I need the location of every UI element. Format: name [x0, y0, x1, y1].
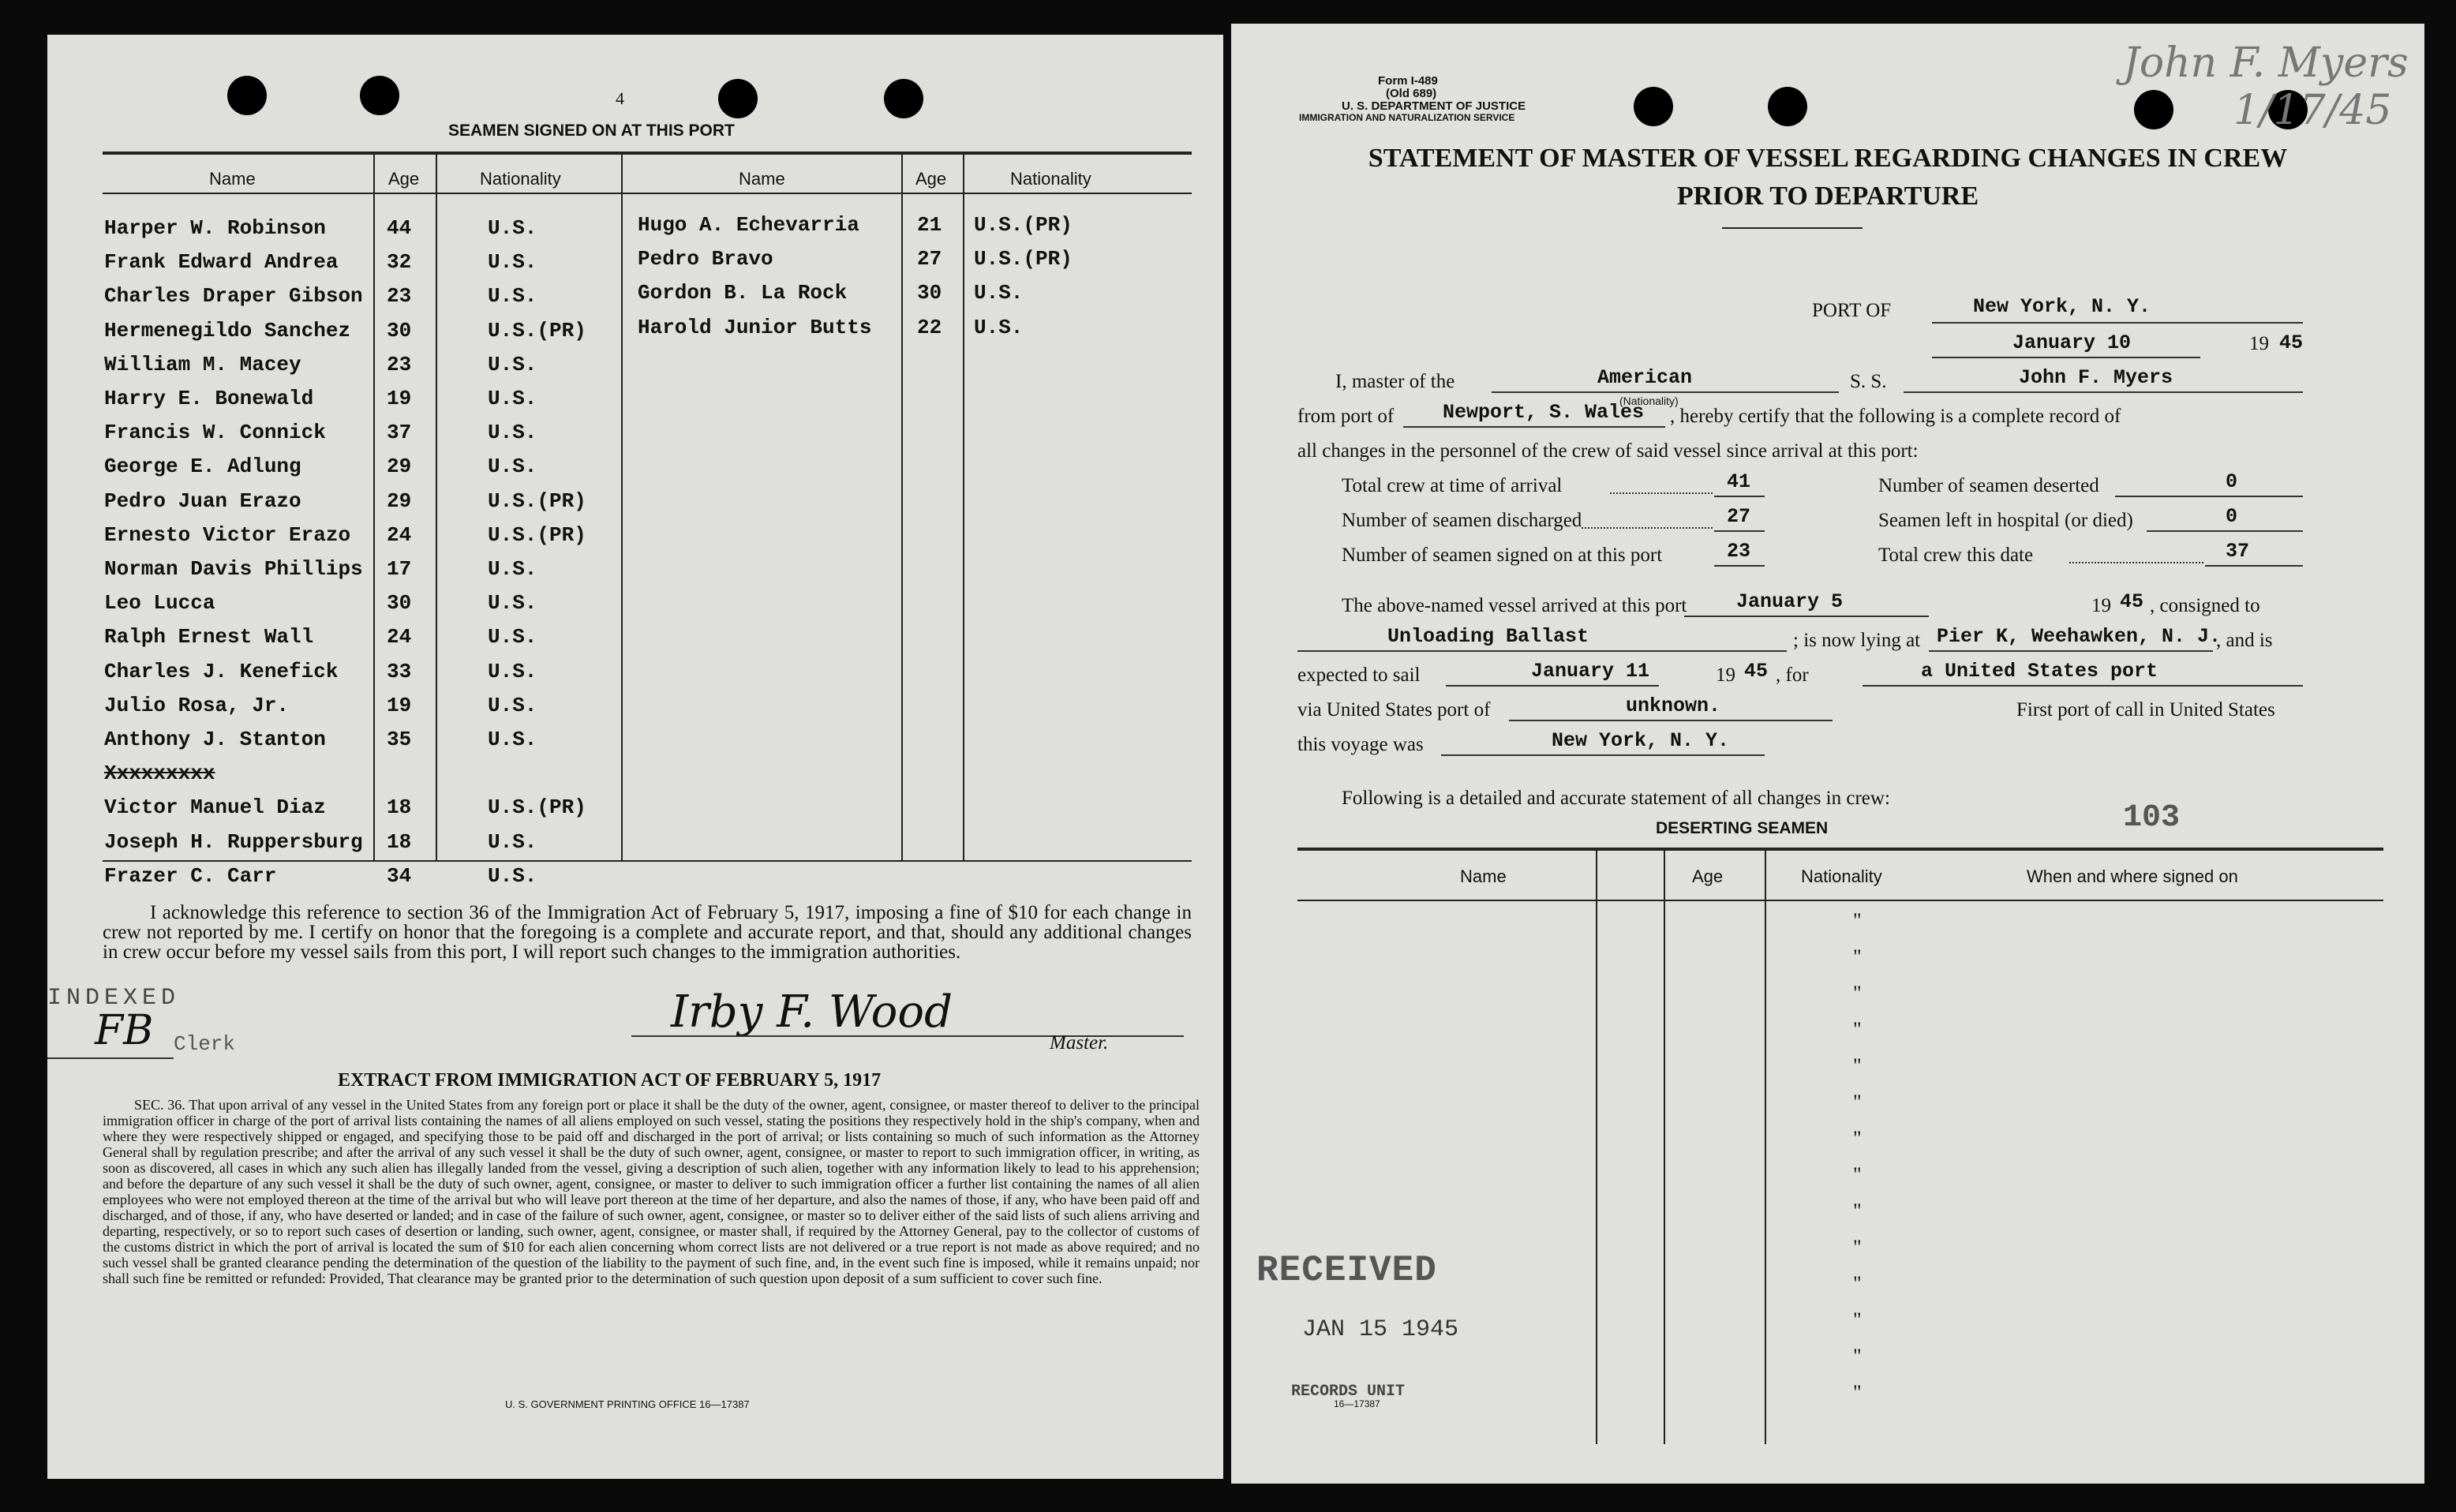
ditto-mark: " [1853, 1091, 1862, 1113]
seaman-name: Norman Davis Phillips [104, 557, 363, 581]
via-value: unknown. [1626, 694, 1721, 717]
seaman-age: 18 [387, 829, 412, 854]
seaman-name: Ernesto Victor Erazo [104, 522, 351, 547]
seaman-nationality: U.S.(PR) [488, 318, 586, 342]
discharged-value: 27 [1727, 505, 1751, 528]
seaman-age: 18 [387, 795, 412, 820]
punch-hole [227, 76, 267, 115]
column-header-name: Name [209, 169, 256, 189]
total-crew-value: 41 [1727, 470, 1751, 493]
total-crew-label: Total crew at time of arrival [1342, 475, 1563, 496]
seaman-age: 34 [387, 863, 412, 888]
clerk-label: Clerk [174, 1032, 236, 1056]
ditto-mark: " [1853, 1127, 1862, 1150]
form-title: STATEMENT OF MASTER OF VESSEL REGARDING CHANGES IN CREW [1368, 144, 2288, 173]
master-label: Master. [1050, 1032, 1109, 1054]
arrived-year: 45 [2120, 590, 2144, 613]
seaman-age: 29 [387, 455, 412, 479]
consignee-value: Unloading Ballast [1387, 625, 1589, 648]
seaman-nationality: U.S. [488, 693, 537, 717]
ditto-mark: " [1853, 1272, 1862, 1295]
printer-line: U. S. GOVERNMENT PRINTING OFFICE 16—17387 [505, 1398, 750, 1410]
seaman-name: Joseph H. Ruppersburg [104, 829, 363, 854]
ditto-mark: " [1853, 1381, 1862, 1404]
column-header-name: Name [739, 169, 785, 189]
stamp-number: 103 [2123, 800, 2181, 836]
year-value: 45 [2279, 331, 2304, 354]
seaman-name: Pedro Juan Erazo [104, 488, 301, 513]
expected-label: expected to sail [1297, 664, 1421, 686]
form-subtitle: PRIOR TO DEPARTURE [1676, 182, 1979, 211]
hospital-label: Seamen left in hospital (or died) [1878, 510, 2133, 531]
master-of-label: I, master of the [1335, 371, 1455, 392]
seaman-age: 32 [387, 250, 412, 275]
port-label: PORT OF [1812, 300, 1892, 321]
seaman-name: Charles J. Kenefick [104, 659, 339, 683]
seaman-name: Pedro Bravo [638, 247, 773, 271]
discharged-label: Number of seamen discharged [1342, 510, 1582, 531]
date-value: January 10 [2012, 331, 2132, 354]
expected-value: January 11 [1531, 660, 1650, 683]
seaman-age: 27 [917, 247, 942, 271]
from-port-label: from port of [1297, 406, 1395, 427]
seaman-age: 30 [387, 318, 412, 342]
seaman-name: Leo Lucca [104, 591, 215, 616]
extract-text: SEC. 36. That upon arrival of any vessel in the United States from any foreign port or place it shall be the duty of the owner, agent, consignee, or master thereof to deliver to the principal immigration officer in charge of the port of arrival lists containing the names of all aliens employed on such vessel, stating the positions they respectively hold in the ship's company, when and where they were respectively shipped or engaged, and specifying those to be paid off and discharged in the port of arrival; or lists containing so much of such information as the Attorney General shall by regulation prescribe; and after the arrival of any such vessel it shall be the duty of such owner, agent, consignee, or master to report to such immigration officer, in writing, as soon as discovered, all cases in which any such alien has illegally landed from the vessel, giving a description of such alien, together with any information likely to lead to his apprehension; and before the departure of any such vessel it shall be the duty of such owner, agent, consignee, or master to deliver to such immigration officer a further list containing the names of all alien employees who were not employed thereon at the time of the arrival but who will leave port thereon at the time of her departure, and also the names of those, if any, who have been paid off and discharged, and of those, if any, who have deserted or landed; and in case of the failure of such owner, agent, consignee, or master so to deliver either of the said lists of such aliens arriving and departing, respectively, or so to report such cases of desertion or landing, such owner, agent, consignee, or master shall, if required by the Attorney General, pay to the collector of customs of the customs district in which the port of arrival is located the sum of $10 for each alien concerning whom correct lists are not delivered or a true report is not made as above required; and no such vessel shall be granted clearance pending the determination of the question of the liability to the payment of such fine, and, in the event such fine is imposed, while it remains unpaid; nor shall such fine be remitted or refunded: Provided, That clearance may be granted prior to the determination of such question upon deposit of a sum sufficient to cover such fine. [103, 1097, 1200, 1286]
form-number: Form I-489 [1378, 74, 1438, 88]
seaman-name: Harper W. Robinson [104, 216, 326, 240]
for-value: a United States port [1921, 660, 2158, 683]
expected-year: 45 [1744, 660, 1769, 683]
seaman-name: Julio Rosa, Jr. [104, 693, 290, 717]
left-page [47, 35, 1223, 1479]
ditto-mark: " [1853, 1199, 1862, 1222]
seaman-name: Frank Edward Andrea [104, 250, 339, 275]
changes-text: all changes in the personnel of the crew of said vessel since arrival at this port: [1297, 440, 1919, 462]
seaman-age: 22 [917, 315, 942, 339]
seaman-nationality: U.S. [488, 829, 537, 854]
seaman-age: 24 [387, 522, 412, 547]
punch-hole [1768, 87, 1807, 126]
deserting-heading: DESERTING SEAMEN [1656, 819, 1829, 837]
column-header-name: Name [1460, 866, 1507, 886]
received-date: JAN 15 1945 [1302, 1316, 1459, 1343]
ditto-mark: " [1853, 1054, 1862, 1077]
this-voyage-value: New York, N. Y. [1552, 729, 1730, 752]
corner-date: 1/17/45 [2233, 87, 2392, 134]
seaman-nationality: U.S. [488, 625, 537, 649]
seaman-name: William M. Macey [104, 352, 301, 376]
year-prefix: 19 [2249, 333, 2269, 354]
seaman-nationality: U.S. [488, 659, 537, 683]
punch-hole [884, 79, 923, 118]
old-form-number: (Old 689) [1386, 87, 1437, 100]
signed-on-value: 23 [1727, 540, 1751, 563]
seaman-nationality: U.S. [488, 250, 537, 275]
ditto-mark: " [1853, 945, 1862, 968]
punch-hole [718, 79, 758, 118]
seaman-age: 30 [917, 281, 942, 305]
records-unit-stamp: RECORDS UNIT [1291, 1383, 1406, 1401]
seaman-nationality: U.S. [974, 281, 1024, 305]
seaman-name: Gordon B. La Rock [638, 281, 848, 305]
expected-year-prefix: 19 [1716, 664, 1735, 686]
column-header-when-where: When and where signed on [2027, 866, 2238, 886]
column-header-age: Age [1692, 866, 1724, 886]
column-header-nationality: Nationality [1801, 866, 1882, 886]
seaman-nationality: U.S. [488, 387, 537, 410]
arrived-label: The above-named vessel arrived at this port [1342, 595, 1687, 616]
seaman-age: 35 [387, 728, 412, 751]
total-today-label: Total crew this date [1878, 545, 2034, 566]
seaman-nationality: U.S. [488, 455, 537, 479]
lying-value: Pier K, Weehawken, N. J. [1937, 625, 2222, 648]
seaman-name: Frazer C. Carr [104, 863, 277, 888]
seaman-nationality: U.S. [488, 557, 537, 581]
seaman-nationality: U.S. [488, 421, 537, 445]
seaman-age: 19 [387, 693, 412, 717]
arrived-year-prefix: 19 [2091, 595, 2111, 616]
seaman-name: Hermenegildo Sanchez [104, 318, 351, 342]
service: IMMIGRATION AND NATURALIZATION SERVICE [1299, 112, 1515, 123]
seaman-name: Anthony J. Stanton [104, 728, 326, 751]
seaman-age: 19 [387, 387, 412, 410]
for-label: , for [1776, 664, 1809, 686]
extract-heading: EXTRACT FROM IMMIGRATION ACT OF FEBRUARY 5, 1917 [338, 1070, 882, 1091]
deserted-value: 0 [2226, 470, 2238, 493]
and-is-text: , and is [2216, 630, 2273, 651]
seaman-age: 21 [917, 213, 942, 237]
seaman-name: Harold Junior Butts [638, 315, 872, 339]
seaman-nationality: U.S. [488, 591, 537, 616]
seaman-nationality: U.S.(PR) [974, 247, 1073, 271]
nationality-caption: (Nationality) [1619, 395, 1679, 407]
seaman-nationality: U.S.(PR) [488, 795, 586, 820]
signed-on-label: Number of seamen signed on at this port [1342, 545, 1663, 566]
seaman-age: 17 [387, 557, 412, 581]
master-signature: Irby F. Wood [671, 986, 953, 1038]
punch-hole [2134, 90, 2173, 129]
seaman-age: 37 [387, 421, 412, 445]
ss-label: S. S. [1850, 371, 1887, 392]
lying-label: ; is now lying at [1793, 630, 1921, 651]
seaman-name: Victor Manuel Diaz [104, 795, 326, 820]
via-label: via United States port of [1297, 699, 1491, 720]
column-header-nationality: Nationality [480, 169, 561, 189]
right-page [1231, 24, 2424, 1484]
seaman-name: Hugo A. Echevarria [638, 213, 859, 237]
seaman-name: Harry E. Bonewald [104, 387, 314, 410]
seaman-age: 29 [387, 488, 412, 513]
seaman-age: 30 [387, 591, 412, 616]
seaman-nationality: U.S. [488, 352, 537, 376]
indexed-stamp: INDEXED [47, 985, 181, 1012]
consigned-label: , consigned to [2150, 595, 2260, 616]
ditto-mark: " [1853, 1345, 1862, 1368]
seaman-name: Charles Draper Gibson [104, 284, 363, 309]
ditto-mark: " [1853, 982, 1862, 1005]
seaman-nationality: U.S.(PR) [974, 213, 1073, 237]
seaman-nationality: U.S.(PR) [488, 522, 586, 547]
department: U. S. DEPARTMENT OF JUSTICE [1342, 99, 1526, 113]
seaman-age: 23 [387, 284, 412, 309]
seaman-nationality: U.S. [488, 216, 537, 240]
port-value: New York, N. Y. [1973, 295, 2151, 318]
from-port-value: Newport, S. Wales [1443, 401, 1645, 424]
column-header-age: Age [915, 169, 947, 189]
arrived-value: January 5 [1736, 590, 1844, 613]
seaman-name: Xxxxxxxxx [104, 762, 215, 786]
nationality-value: American [1597, 366, 1693, 389]
received-stamp: RECEIVED [1256, 1250, 1437, 1291]
following-text: Following is a detailed and accurate statement of all changes in crew: [1342, 788, 1890, 809]
column-header-age: Age [388, 169, 420, 189]
seaman-nationality: U.S. [488, 863, 537, 888]
acknowledgement-text: I acknowledge this reference to section 36 of the Immigration Act of February 5, 1917, imposing a fine of $10 for each change in crew not reported by me. I certify on honor that the foregoing is a complete and accurate report, and that, should any additional changes in crew occur before my vessel sails from this port, I will report such changes to the immigration authorities. [103, 902, 1192, 963]
total-today-value: 37 [2226, 540, 2250, 563]
seaman-age: 33 [387, 659, 412, 683]
footer-code: 16—17387 [1334, 1398, 1380, 1409]
punch-hole [360, 76, 399, 115]
ditto-mark: " [1853, 1236, 1862, 1259]
ship-name: John F. Myers [2019, 366, 2173, 389]
seaman-name: Ralph Ernest Wall [104, 625, 314, 649]
ditto-mark: " [1853, 1163, 1862, 1186]
signed-on-heading: SEAMEN SIGNED ON AT THIS PORT [448, 122, 735, 140]
deserted-label: Number of seamen deserted [1878, 475, 2099, 496]
punch-hole [1634, 87, 1673, 126]
seaman-age: 24 [387, 625, 412, 649]
this-voyage-label: this voyage was [1297, 734, 1424, 755]
seaman-nationality: U.S. [488, 728, 537, 751]
first-port-label: First port of call in United States [2016, 699, 2275, 720]
seaman-age: 44 [387, 216, 412, 240]
seaman-age: 23 [387, 352, 412, 376]
page-number: 4 [616, 88, 624, 108]
clerk-initials: FB [95, 1007, 154, 1054]
ditto-mark: " [1853, 1308, 1862, 1331]
certify-text: , hereby certify that the following is a complete record of [1670, 406, 2121, 427]
seaman-name: George E. Adlung [104, 455, 301, 479]
ditto-mark: " [1853, 909, 1862, 932]
seaman-nationality: U.S. [488, 284, 537, 309]
corner-signature: John F. Myers [2123, 39, 2409, 87]
hospital-value: 0 [2226, 505, 2238, 528]
column-header-nationality: Nationality [1010, 169, 1091, 189]
ditto-mark: " [1853, 1018, 1862, 1041]
seaman-name: Francis W. Connick [104, 421, 326, 445]
seaman-nationality: U.S. [974, 315, 1024, 339]
seaman-nationality: U.S.(PR) [488, 488, 586, 513]
